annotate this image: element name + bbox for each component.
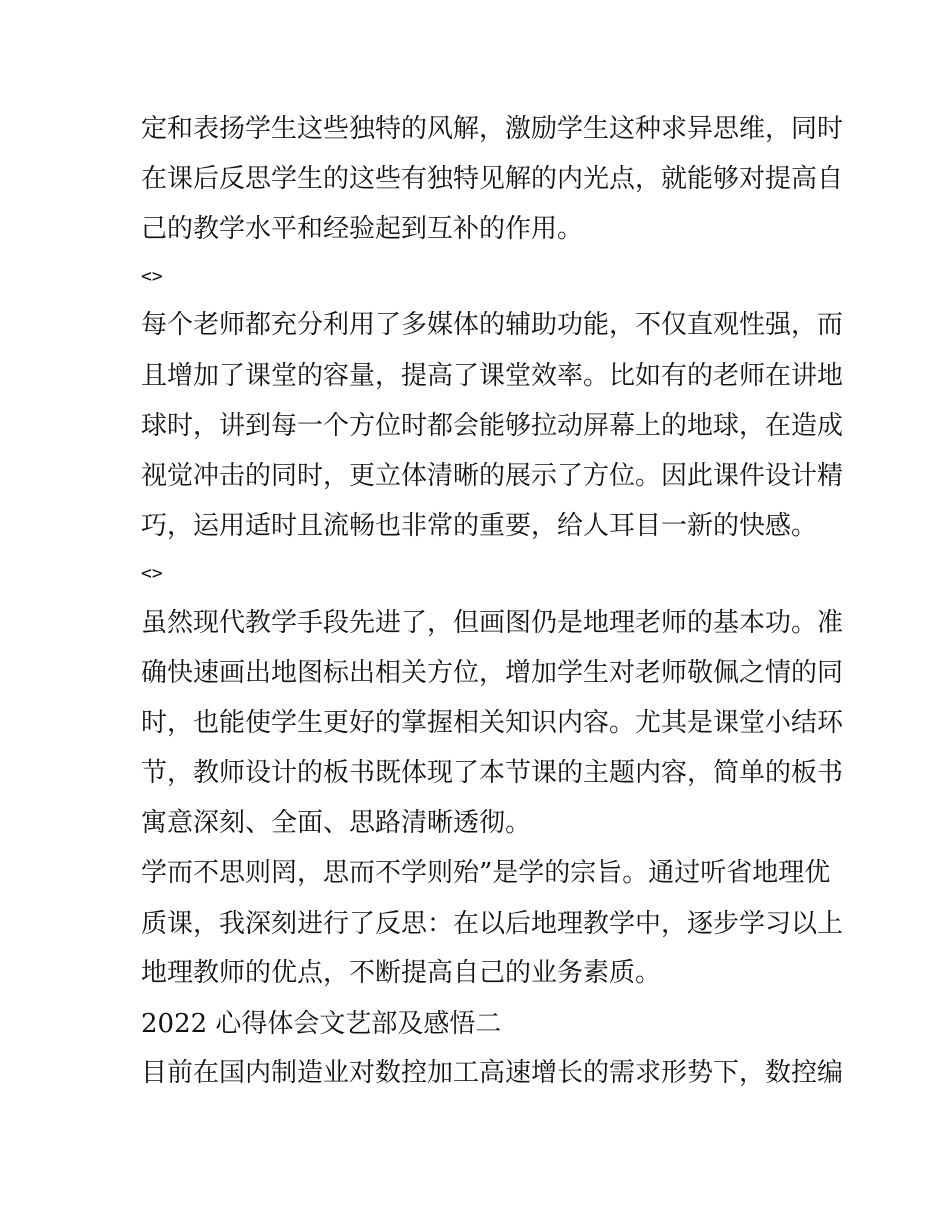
text-line: 定和表扬学生这些独特的风解，激励学生这种求异思维，同时: [141, 114, 844, 144]
text-line: 确快速画出地图标出相关方位，增加学生对老师敬佩之情的同: [141, 658, 844, 688]
text-line: 节，教师设计的板书既体现了本节课的主题内容，简单的板书: [141, 758, 844, 788]
text-line: 己的教学水平和经验起到互补的作用。: [141, 214, 584, 244]
text-line: 巧，运用适时且流畅也非常的重要，给人耳目一新的快感。: [141, 511, 818, 541]
text-line: 且增加了课堂的容量，提高了课堂效率。比如有的老师在讲地: [141, 361, 844, 391]
text-line: 虽然现代教学手段先进了，但画图仍是地理老师的基本功。准: [141, 608, 844, 638]
text-line: 目前在国内制造业对数控加工高速增长的需求形势下，数控编: [141, 1058, 844, 1088]
text-line: 质课，我深刻进行了反思：在以后地理教学中，逐步学习以上: [141, 909, 844, 939]
separator-marker: <>: [141, 266, 163, 287]
text-line: 球时，讲到每一个方位时都会能够拉动屏幕上的地球，在造成: [141, 411, 844, 441]
text-line: 每个老师都充分利用了多媒体的辅助功能，不仅直观性强，而: [141, 310, 844, 340]
text-line: 视觉冲击的同时，更立体清晰的展示了方位。因此课件设计精: [141, 461, 844, 491]
section-heading: 2022 心得体会文艺部及感悟二: [141, 1009, 502, 1039]
text-line: 时，也能使学生更好的掌握相关知识内容。尤其是课堂小结环: [141, 708, 844, 738]
separator-marker: <>: [141, 563, 163, 584]
text-line: 地理教师的优点，不断提高自己的业务素质。: [141, 958, 662, 988]
text-line: 学而不思则罔，思而不学则殆”是学的宗旨。通过听省地理优: [141, 858, 831, 888]
text-line: 寓意深刻、全面、思路清晰透彻。: [141, 808, 532, 838]
text-line: 在课后反思学生的这些有独特见解的内光点，就能够对提高自: [141, 164, 844, 194]
